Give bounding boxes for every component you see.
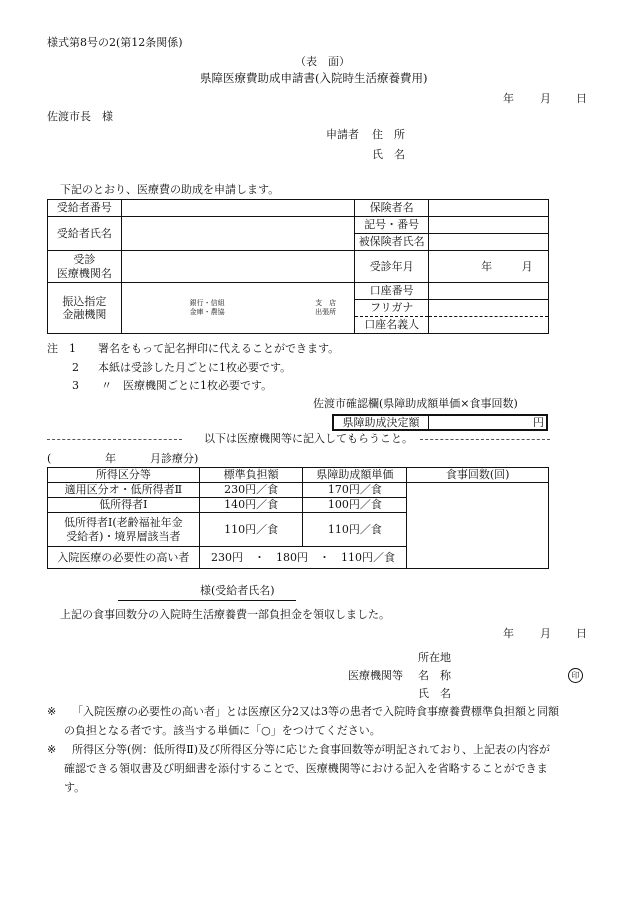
note-2: 本紙は受診した月ごとに1枚必要です。 bbox=[98, 361, 292, 374]
row-subsidy: 100円／食 bbox=[303, 498, 407, 513]
row-standard: 140円／食 bbox=[199, 498, 303, 513]
decided-amount-field[interactable] bbox=[429, 415, 548, 430]
facility-label: 医療機関等 bbox=[348, 669, 403, 682]
recipient-name-label: 受給者氏名 bbox=[48, 217, 122, 251]
account-holder-field[interactable] bbox=[429, 317, 549, 334]
bank-name-field[interactable] bbox=[121, 283, 179, 334]
date-day: 日 bbox=[576, 92, 587, 105]
footnote-1-line1: 「入院医療の必要性の高い者」とは医療区分2又は3等の患者で入院時食事療養費標準負担額と同額 bbox=[72, 705, 559, 718]
period-year: 年 bbox=[105, 452, 116, 465]
intro-text: 下記のとおり、医療費の助成を申請します。 bbox=[60, 183, 280, 196]
branch-type-line2: 出張所 bbox=[315, 308, 337, 316]
receipt-year: 年 bbox=[503, 627, 514, 640]
account-no-field[interactable] bbox=[429, 283, 549, 300]
insured-name-label: 被保険者氏名 bbox=[355, 234, 429, 251]
insurer-name-label: 保険者名 bbox=[355, 200, 429, 217]
date-month: 月 bbox=[540, 92, 551, 105]
applicant-label: 申請者 bbox=[326, 128, 359, 141]
footnote-2-line3: す。 bbox=[64, 781, 86, 794]
bank-type bbox=[179, 283, 235, 334]
bank-label bbox=[48, 283, 122, 334]
footnote-2-mark: ※ bbox=[47, 743, 57, 756]
row-category: 適用区分オ・低所得者Ⅱ bbox=[48, 483, 200, 498]
footnote-2-line2: 確認できる領収書及び明細書を添付することで、医療機関等における記入を省略することができま bbox=[64, 762, 548, 775]
branch-type-line1: 支 店 bbox=[315, 298, 337, 307]
period-open: ( bbox=[47, 452, 52, 465]
furigana-field[interactable] bbox=[429, 300, 549, 317]
row-subsidy: 170円／食 bbox=[303, 483, 407, 498]
furigana-label: フリガナ bbox=[355, 300, 429, 317]
receipt-month: 月 bbox=[540, 627, 551, 640]
divider-left bbox=[47, 439, 182, 440]
note-2-mark: 2 bbox=[72, 361, 79, 374]
location-label: 所在地 bbox=[418, 651, 451, 664]
symbol-no-field[interactable] bbox=[429, 217, 549, 234]
address-label: 住 所 bbox=[372, 128, 405, 141]
application-table bbox=[47, 199, 549, 334]
note-1: 署名をもって記名押印に代えることができます。 bbox=[98, 342, 340, 355]
meal-count-field[interactable] bbox=[407, 483, 549, 569]
receipt-statement: 上記の食事回数分の入院時生活療養費一部負担金を領収しました。 bbox=[60, 608, 390, 621]
name-label: 氏 名 bbox=[372, 148, 405, 161]
note-3: 医療機関ごとに1枚必要です。 bbox=[123, 379, 273, 392]
visit-ym-field[interactable] bbox=[429, 251, 549, 283]
recipient-name-line[interactable] bbox=[118, 600, 296, 601]
header-income-category: 所得区分等 bbox=[48, 468, 200, 483]
account-holder-label: 口座名義人 bbox=[355, 317, 429, 334]
clinic-name-field[interactable] bbox=[121, 251, 354, 283]
divider-text: 以下は医療機関等に記入してもらうこと。 bbox=[204, 432, 413, 445]
decided-amount-label: 県障助成決定額 bbox=[333, 415, 429, 430]
row-category-line1: 低所得者Ⅰ(老齢福祉年金 bbox=[64, 516, 183, 530]
receipt-day: 日 bbox=[576, 627, 587, 640]
clinic-label-line2: 医療機関名 bbox=[56, 266, 112, 280]
footnote-1-line2: の負担となる者です。該当する単価に「○」をつけてください。 bbox=[64, 724, 381, 737]
visit-ym-label: 受診年月 bbox=[355, 251, 429, 283]
clinic-label bbox=[48, 251, 122, 283]
period-rest: 月診療分) bbox=[150, 452, 199, 465]
recipient-no-label: 受給者番号 bbox=[48, 200, 122, 217]
yen-unit: 円 bbox=[533, 416, 544, 429]
facility-name-label: 名 称 bbox=[418, 669, 451, 682]
row-standard: 230円／食 bbox=[199, 483, 303, 498]
bank-type-line1: 銀行・信組 bbox=[189, 298, 225, 307]
header-meal-count: 食事回数(回) bbox=[407, 468, 549, 483]
note-1-mark: 注 1 bbox=[47, 342, 76, 355]
seal-icon: 印 bbox=[568, 668, 583, 683]
bank-type-line2: 金庫・農協 bbox=[189, 308, 225, 316]
row-category: 低所得者Ⅰ bbox=[48, 498, 200, 513]
visit-month-label: 月 bbox=[521, 259, 533, 273]
recipient-no-field[interactable] bbox=[121, 200, 354, 217]
visit-year-label: 年 bbox=[481, 259, 493, 273]
row-subsidy: 110円／食 bbox=[303, 513, 407, 547]
divider-right bbox=[420, 439, 550, 440]
account-no-label: 口座番号 bbox=[355, 283, 429, 300]
footnote-1-mark: ※ bbox=[47, 705, 57, 718]
person-name-label: 氏 名 bbox=[418, 687, 451, 700]
clinic-label-line1: 受診 bbox=[73, 253, 96, 267]
city-confirm-box bbox=[332, 414, 548, 431]
form-number: 様式第8号の2(第12条関係) bbox=[47, 36, 183, 49]
page-title: 県障医療費助成申請書(入院時生活療養費用) bbox=[200, 71, 428, 85]
symbol-no-label: 記号・番号 bbox=[355, 217, 429, 234]
bank-label-line1: 振込指定 bbox=[62, 294, 107, 308]
insurer-name-field[interactable] bbox=[429, 200, 549, 217]
insured-name-field[interactable] bbox=[429, 234, 549, 251]
row-standard: 110円／食 bbox=[199, 513, 303, 547]
note-3-mark: 3 〃 bbox=[72, 379, 112, 392]
table-row bbox=[48, 483, 549, 498]
meal-cost-table bbox=[47, 467, 549, 569]
row-category bbox=[48, 513, 200, 547]
side-label: （表 面） bbox=[295, 55, 350, 68]
branch-name-field[interactable] bbox=[235, 283, 297, 334]
recipient-label: 様(受給者氏名) bbox=[200, 584, 275, 597]
footnote-2-line1: 所得区分等(例：低所得Ⅱ)及び所得区分等に応じた食事回数等が明記されており、上記表の内容が bbox=[72, 743, 551, 756]
row-category-line2: 受給者)・境界層該当者 bbox=[66, 529, 181, 543]
header-subsidy-unit: 県障助成額単価 bbox=[303, 468, 407, 483]
recipient-name-field[interactable] bbox=[121, 217, 354, 251]
row-category: 入院医療の必要性の高い者 bbox=[48, 547, 200, 569]
branch-type bbox=[297, 283, 355, 334]
header-standard-charge: 標準負担額 bbox=[199, 468, 303, 483]
date-year: 年 bbox=[503, 92, 514, 105]
bank-label-line2: 金融機関 bbox=[62, 308, 107, 321]
addressee: 佐渡市長 様 bbox=[47, 110, 113, 123]
city-confirm-label: 佐渡市確認欄(県障助成額単価×食事回数) bbox=[313, 397, 518, 410]
row-combined-prices[interactable]: 230円 ・ 180円 ・ 110円／食 bbox=[199, 547, 407, 569]
